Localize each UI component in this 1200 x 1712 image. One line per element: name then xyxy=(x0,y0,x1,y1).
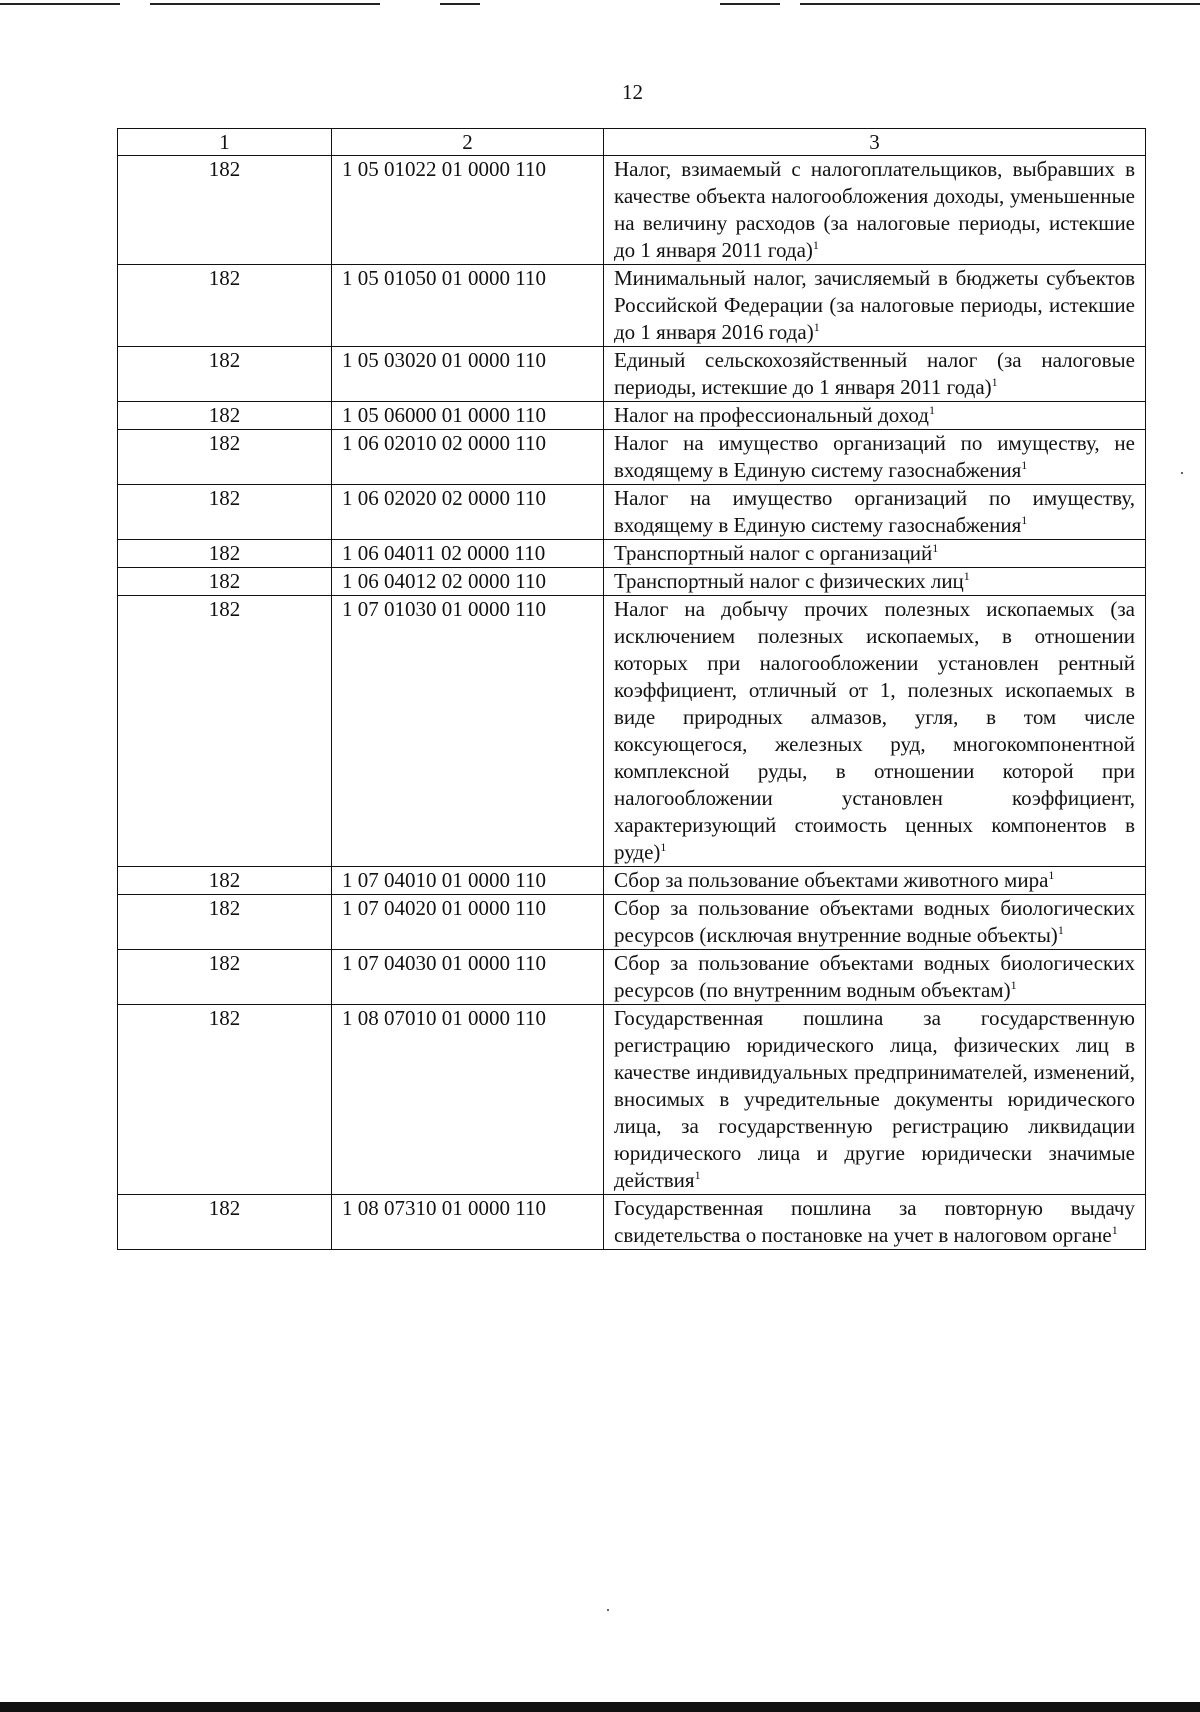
description-text: Сбор за пользование объектами животного мира xyxy=(614,868,1049,892)
table-row xyxy=(118,1195,1146,1250)
table-row xyxy=(118,485,1146,540)
description-cell xyxy=(604,1195,1146,1250)
table-row xyxy=(118,1005,1146,1195)
scan-bottom-edge xyxy=(0,1702,1200,1712)
table-row xyxy=(118,402,1146,430)
admin-code-cell: 182 xyxy=(118,540,332,568)
description-cell xyxy=(604,430,1146,485)
description-cell xyxy=(604,402,1146,430)
column-header-2: 2 xyxy=(332,129,604,156)
footnote-marker: 1 xyxy=(813,320,820,334)
description-text: Налог, взимаемый с налогоплательщиков, выбравших в качестве объекта налогообложения доходы, уменьшенные на величину расходов (за налоговые периоды, истекшие до 1 января 2011 года) xyxy=(614,157,1135,262)
footnote-marker: 1 xyxy=(991,375,998,389)
table-body xyxy=(118,156,1146,1250)
table-row xyxy=(118,347,1146,402)
budget-code-cell: 1 05 01022 01 0000 110 xyxy=(332,156,604,265)
budget-code-cell: 1 06 02010 02 0000 110 xyxy=(332,430,604,485)
admin-code-cell: 182 xyxy=(118,485,332,540)
budget-code-cell: 1 07 04010 01 0000 110 xyxy=(332,867,604,895)
budget-code-cell: 1 05 01050 01 0000 110 xyxy=(332,265,604,347)
footnote-marker: 1 xyxy=(963,569,970,583)
scan-speck xyxy=(1181,472,1183,474)
description-text: Сбор за пользование объектами водных биологических ресурсов (исключая внутренние водные объекты) xyxy=(614,896,1135,947)
description-cell xyxy=(604,895,1146,950)
admin-code-cell: 182 xyxy=(118,402,332,430)
revenue-codes-table xyxy=(117,128,1146,1250)
description-text: Налог на добычу прочих полезных ископаемых (за исключением полезных ископаемых, в отношении которых при налогообложении установлен рентный коэффициент, отличный от 1, полезных ископаемых в виде природных алмазов, угля, в том числе коксующегося, железных руд, многокомпонентной комплексной руды, в отношении которой при налогообложении установлен коэффициент, характеризующий стоимость ценных компонентов в руде) xyxy=(614,597,1135,864)
budget-code-cell: 1 07 04030 01 0000 110 xyxy=(332,950,604,1005)
description-cell xyxy=(604,540,1146,568)
description-text: Налог на имущество организаций по имуществу, входящему в Единую систему газоснабжения xyxy=(614,486,1135,537)
description-text: Единый сельскохозяйственный налог (за налоговые периоды, истекшие до 1 января 2011 года) xyxy=(614,348,1135,399)
table-row xyxy=(118,895,1146,950)
footnote-marker: 1 xyxy=(694,1168,701,1182)
budget-code-cell: 1 08 07310 01 0000 110 xyxy=(332,1195,604,1250)
admin-code-cell: 182 xyxy=(118,265,332,347)
admin-code-cell: 182 xyxy=(118,895,332,950)
admin-code-cell: 182 xyxy=(118,568,332,596)
admin-code-cell: 182 xyxy=(118,950,332,1005)
description-cell xyxy=(604,485,1146,540)
footnote-marker: 1 xyxy=(1048,868,1055,882)
description-cell xyxy=(604,867,1146,895)
footnote-marker: 1 xyxy=(1111,1223,1118,1237)
description-cell xyxy=(604,347,1146,402)
description-text: Транспортный налог с физических лиц xyxy=(614,569,964,593)
table-row xyxy=(118,430,1146,485)
admin-code-cell: 182 xyxy=(118,596,332,867)
table-row xyxy=(118,596,1146,867)
footnote-marker: 1 xyxy=(932,541,939,555)
column-header-3: 3 xyxy=(604,129,1146,156)
table-row xyxy=(118,950,1146,1005)
budget-code-cell: 1 06 02020 02 0000 110 xyxy=(332,485,604,540)
footnote-marker: 1 xyxy=(928,403,935,417)
budget-code-cell: 1 05 06000 01 0000 110 xyxy=(332,402,604,430)
budget-code-cell: 1 05 03020 01 0000 110 xyxy=(332,347,604,402)
admin-code-cell: 182 xyxy=(118,1195,332,1250)
budget-code-cell: 1 07 04020 01 0000 110 xyxy=(332,895,604,950)
description-text: Налог на имущество организаций по имуществу, не входящему в Единую систему газоснабжения xyxy=(614,431,1135,482)
budget-code-cell: 1 06 04011 02 0000 110 xyxy=(332,540,604,568)
description-text: Налог на профессиональный доход xyxy=(614,403,929,427)
table-row xyxy=(118,867,1146,895)
admin-code-cell: 182 xyxy=(118,430,332,485)
description-cell xyxy=(604,950,1146,1005)
description-text: Сбор за пользование объектами водных биологических ресурсов (по внутренним водным объектам) xyxy=(614,951,1135,1002)
admin-code-cell: 182 xyxy=(118,347,332,402)
table-row xyxy=(118,568,1146,596)
description-cell xyxy=(604,156,1146,265)
footnote-marker: 1 xyxy=(1021,458,1028,472)
scan-speck xyxy=(607,1609,609,1611)
description-cell xyxy=(604,1005,1146,1195)
description-text: Государственная пошлина за государственную регистрацию юридического лица, физических лиц в качестве индивидуальных предпринимателей, изменений, вносимых в учредительные документы юридического лица, за государственную регистрацию ликвидации юридического лица и другие юридически значимые действия xyxy=(614,1006,1135,1192)
scan-top-edge xyxy=(0,0,1200,6)
table-header-row xyxy=(118,129,1146,156)
admin-code-cell: 182 xyxy=(118,867,332,895)
description-cell xyxy=(604,568,1146,596)
description-cell xyxy=(604,596,1146,867)
footnote-marker: 1 xyxy=(1010,978,1017,992)
budget-code-cell: 1 06 04012 02 0000 110 xyxy=(332,568,604,596)
admin-code-cell: 182 xyxy=(118,1005,332,1195)
description-text: Минимальный налог, зачисляемый в бюджеты субъектов Российской Федерации (за налоговые периоды, истекшие до 1 января 2016 года) xyxy=(614,266,1135,344)
table-row xyxy=(118,265,1146,347)
page-number: 12 xyxy=(622,80,643,104)
column-header-1: 1 xyxy=(118,129,332,156)
footnote-marker: 1 xyxy=(812,238,819,252)
budget-code-cell: 1 08 07010 01 0000 110 xyxy=(332,1005,604,1195)
table-row xyxy=(118,156,1146,265)
footnote-marker: 1 xyxy=(1057,923,1064,937)
footnote-marker: 1 xyxy=(1021,513,1028,527)
admin-code-cell: 182 xyxy=(118,156,332,265)
table-row xyxy=(118,540,1146,568)
description-text: Государственная пошлина за повторную выдачу свидетельства о постановке на учет в налоговом органе xyxy=(614,1196,1135,1247)
description-text: Транспортный налог с организаций xyxy=(614,541,933,565)
description-cell xyxy=(604,265,1146,347)
footnote-marker: 1 xyxy=(660,840,667,854)
budget-code-cell: 1 07 01030 01 0000 110 xyxy=(332,596,604,867)
